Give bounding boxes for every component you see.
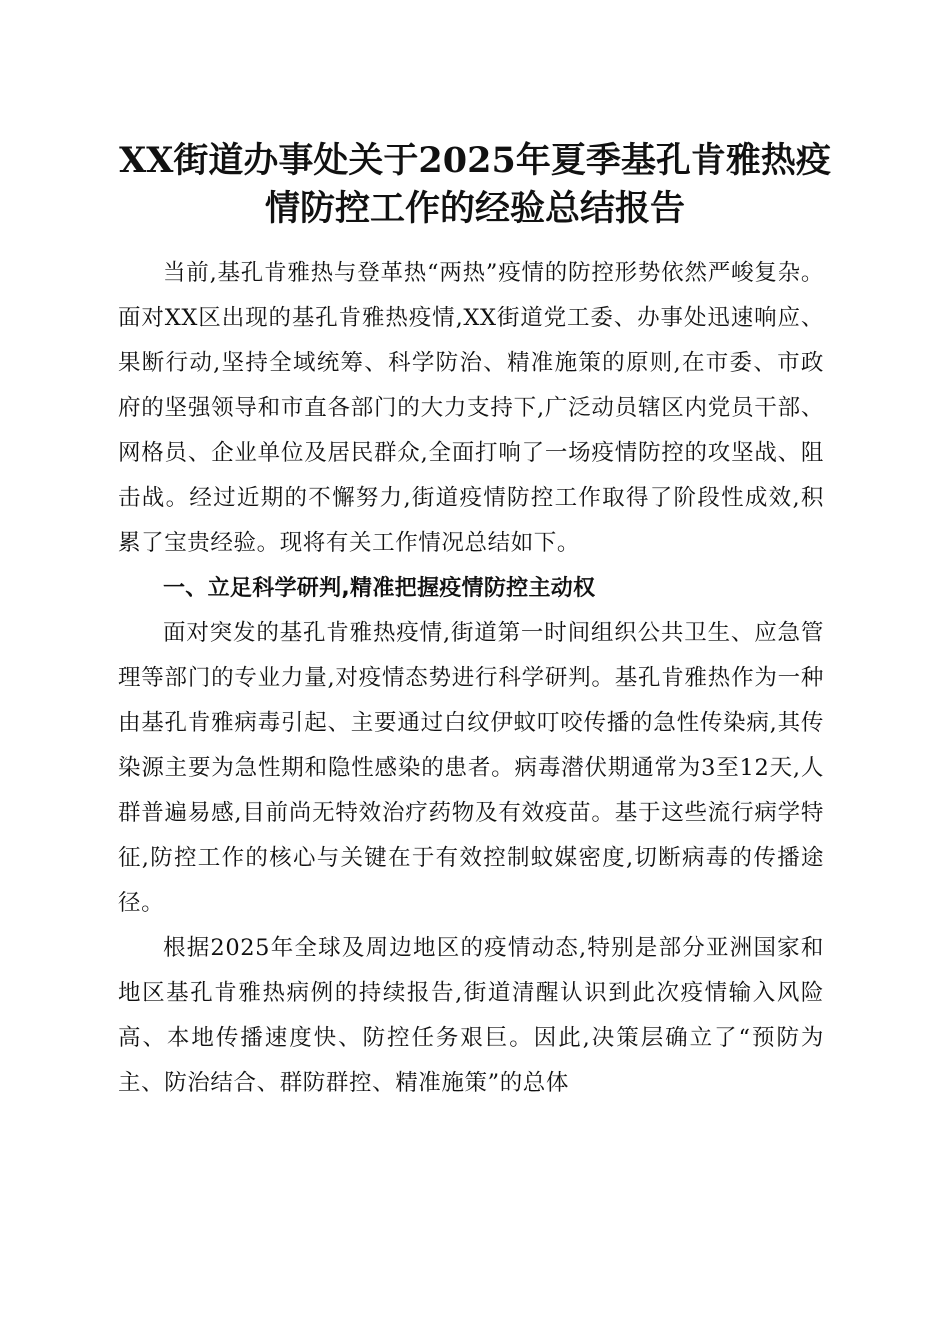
title-line-2: 情防控工作的经验总结报告 [264,188,685,229]
section-heading-1: 一、立足科学研判,精准把握疫情防控主动权 [163,576,596,601]
title-line-1: XX街道办事处关于2025年夏季基孔肯雅热疫 [119,140,831,181]
section1-paragraph-2: 根据2025年全球及周边地区的疫情动态,特别是部分亚洲国家和地区基孔肯雅热病例的持续报告,街道清醒认识到此次疫情输入风险高、本地传播速度快、防控任务艰巨。因此,决策层确立了“预防为主、防治结合、群防群控、精准施策”的总体 [118,935,824,1096]
intro-paragraph: 当前,基孔肯雅热与登革热“两热”疫情的防控形势依然严峻复杂。面对XX区出现的基孔肯雅热疫情,XX街道党工委、办事处迅速响应、果断行动,坚持全域统筹、科学防治、精准施策的原则,在市委、市政府的坚强领导和市直各部门的大力支持下,广泛动员辖区内党员干部、网格员、企业单位及居民群众,全面打响了一场疫情防控的攻坚战、阻击战。经过近期的不懈努力,街道疫情防控工作取得了阶段性成效,积累了宝贵经验。现将有关工作情况总结如下。 [118,260,824,556]
document-body [118,251,824,1106]
document-title [100,137,850,233]
section1-paragraph-1: 面对突发的基孔肯雅热疫情,街道第一时间组织公共卫生、应急管理等部门的专业力量,对疫情态势进行科学研判。基孔肯雅热作为一种由基孔肯雅病毒引起、主要通过白纹伊蚊叮咬传播的急性传染病,其传染源主要为急性期和隐性感染的患者。病毒潜伏期通常为3至12天,人群普遍易感,目前尚无特效治疗药物及有效疫苗。基于这些流行病学特征,防控工作的核心与关键在于有效控制蚊媒密度,切断病毒的传播途径。 [118,620,824,916]
